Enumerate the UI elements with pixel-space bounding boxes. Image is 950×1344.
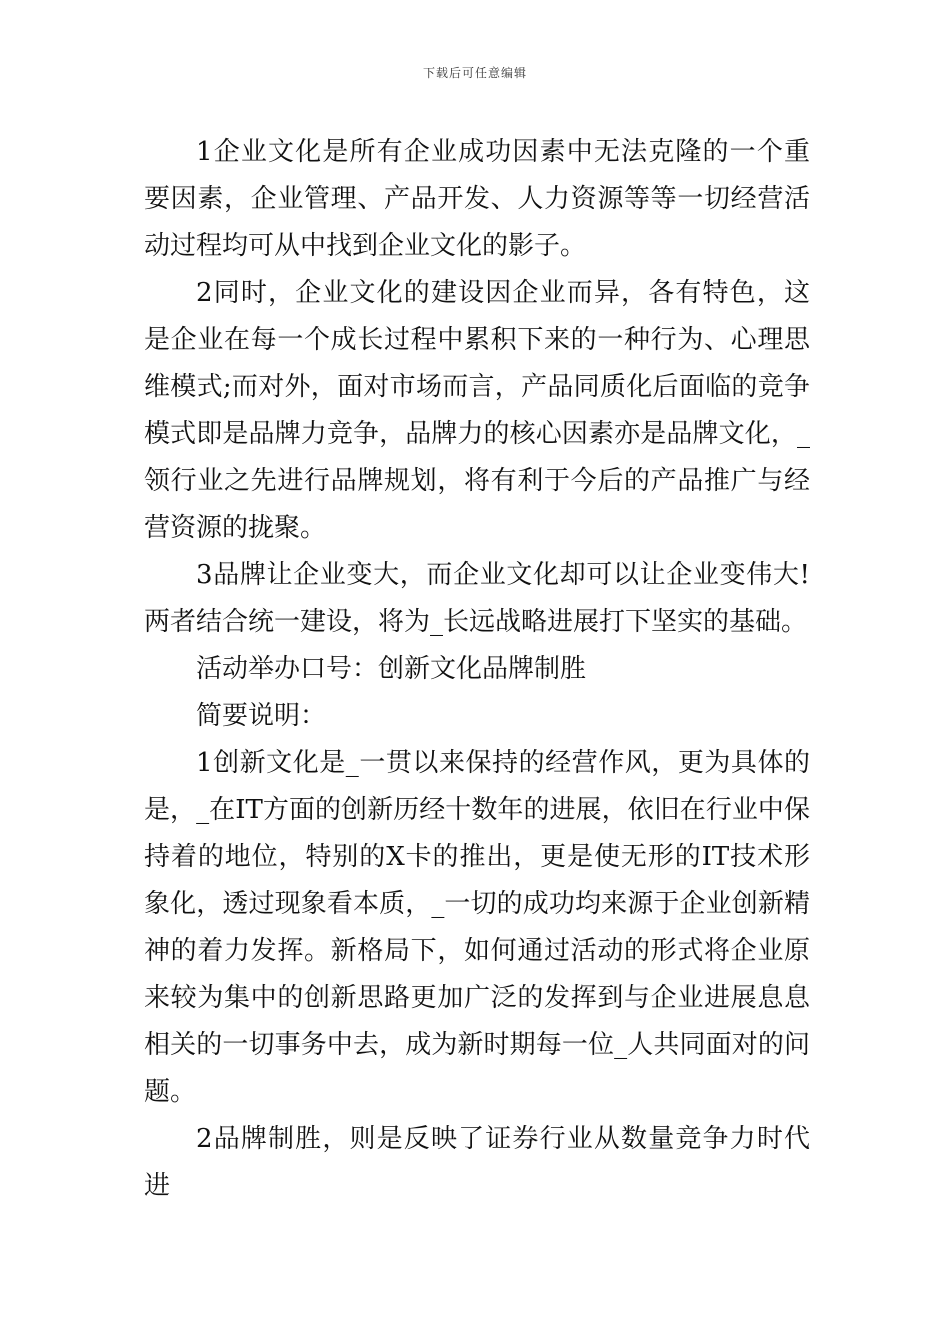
paragraph-brand: 2品牌制胜，则是反映了证券行业从数量竞争力时代进 xyxy=(144,1124,810,1201)
page-header-note: 下载后可任意编辑 xyxy=(422,66,527,80)
slogan-line: 活动举办口号：创新文化品牌制胜 xyxy=(196,654,587,684)
paragraph-3: 3品牌让企业变大，而企业文化却可以让企业变伟大!两者结合统一建设，将为_长远战略进展打下坚实的基础。 xyxy=(144,560,810,637)
paragraph-1: 1企业文化是所有企业成功因素中无法克隆的一个重要因素，企业管理、产品开发、人力资源等等一切经营活动过程均可从中找到企业文化的影子。 xyxy=(144,137,810,261)
document-body xyxy=(144,129,810,1210)
summary-heading: 简要说明： xyxy=(196,701,327,731)
paragraph-innovation: 1创新文化是_一贯以来保持的经营作风，更为具体的是，_在IT方面的创新历经十数年的进展，依旧在行业中保持着的地位，特别的X卡的推出，更是使无形的IT技术形象化，透过现象看本质，_一切的成功均来源于企业创新精神的着力发挥。新格局下，如何通过活动的形式将企业原来较为集中的创新思路更加广泛的发挥到与企业进展息息相关的一切事务中去，成为新时期每一位_人共同面对的问题。 xyxy=(144,748,810,1107)
paragraph-2: 2同时，企业文化的建设因企业而异，各有特色，这是企业在每一个成长过程中累积下来的一种行为、心理思维模式;而对外，面对市场而言，产品同质化后面临的竞争模式即是品牌力竞争，品牌力的核心因素亦是品牌文化，_领行业之先进行品牌规划，将有利于今后的产品推广与经营资源的拢聚。 xyxy=(144,278,810,543)
